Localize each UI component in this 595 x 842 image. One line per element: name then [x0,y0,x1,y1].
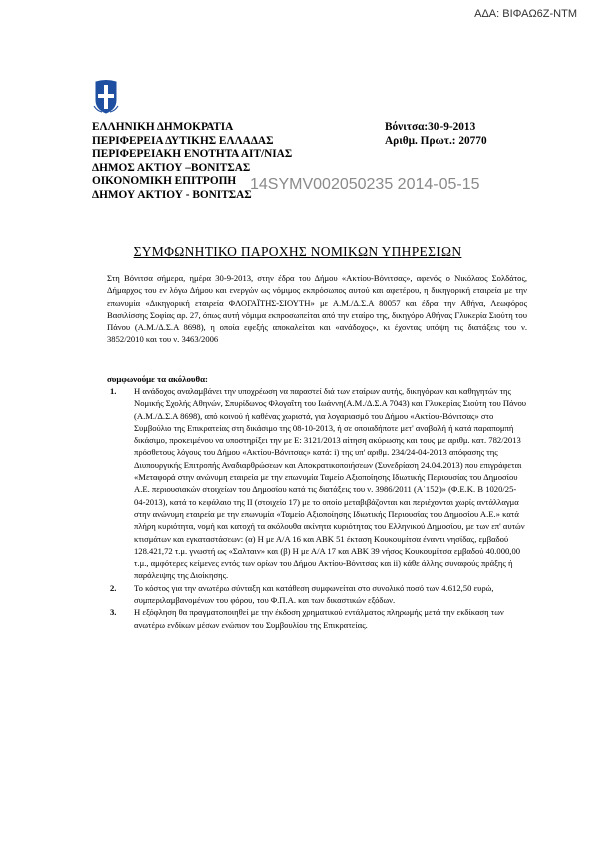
item-number: 3. [110,607,117,618]
list-item [107,582,527,607]
header-line: ΠΕΡΙΦΕΡΕΙΑ ΔΥΤΙΚΗΣ ΕΛΛΑΔΑΣ [92,134,274,147]
registry-stamp: 14SYMV002050235 2014-05-15 [250,176,480,193]
header-line: ΠΕΡΙΦΕΡΕΙΑΚΗ ΕΝΟΤΗΤΑ ΑΙΤ/ΝΙΑΣ [92,148,293,160]
list-item [107,385,527,582]
ada-code: ΑΔΑ: ΒΙΦΑΩ6Ζ-ΝΤΜ [474,8,577,20]
document-meta [385,121,487,148]
item-text: Η ανάδοχος αναλαμβάνει την υποχρέωση να παραστεί διά των εταίρων αυτής, δικηγόρων και καθηγητών της Νομικής Σχολής Αθηνών, Σπυρίδωνος Φλογαΐτη του Ιωάννη(Α.Μ./Δ.Σ.Α 7043) και Γλυκερίας Σιούτη του Πάνου (Α.Μ./Δ.Σ.Α 8698), από κοινού ή καθένας χωριστά, για λογαριασμό του Δήμου «Ακτίου-Βόνιτσας» στο Συμβούλιο της Επικρατείας στη δικάσιμο της 08-10-2013, ή σε οποιαδήποτε μετ' αναβολή ή κατά παραπομπή δικάσιμο, προκειμένου να υποστηρίξει την με Ε: 3121/2013 αίτηση ακύρωσης και τους με αριθμ. κατ. 782/2013 πρόσθετους λόγους του Δήμου «Ακτίου-Βόνιτσας» κατά: i) της υπ' αριθμ. 234/24-04-2013 απόφασης της Διυπουργικής Επιτροπής Αναδιαρθρώσεων και Αποκρατικοποιήσεων (Συνεδρίαση 24.04.2013) που επιγράφεται «Μεταφορά στην ανώνυμη εταιρεία με την επωνυμία Ταμείο Αξιοποίησης Ιδιωτικής Περιουσίας του Δημοσίου Α.Ε. περιουσιακών στοιχείων του Δημοσίου κατά τις διατάξεις του ν. 3986/2011 (Α΄152)» (Φ.Ε.Κ. Β 1020/25-04-2013), κατά το κεφάλαιο της ΙΙ (στοιχείο 17) με το οποίο μεταβιβάζονται και περιέχονται χωρίς αντάλλαγμα στην ανώνυμη εταιρεία με την επωνυμία «Ταμείο Αξιοποίησης Ιδιωτικής Περιουσίας του Δημοσίου Α.Ε.» κατά πλήρη κυριότητα, νομή και κατοχή τα ακόλουθα ακίνητα κυριότητας του Ελληνικού Δημοσίου, με των επ' αυτών κτισμάτων και εγκαταστάσεων: (α) Η με Α/Α 16 και ΑΒΚ 51 έκταση Κουκουμίτσα έναντι νησίδας, εμβαδού 128.421,72 τ.μ. γνωστή ως «Σαλταιν» και (β) Η με Α/Α 17 και ΑΒΚ 39 νήσος Κουκουμίτσα εμβαδού 40.000,00 τ.μ., αμφότερες κείμενες εντός των ορίων του Δήμου Ακτίου-Βόνιτσας και ii) κάθε άλλης συναφούς πράξης ή παράλειψης της Διοίκησης. [134,386,527,581]
intro-text: Στη Βόνιτσα σήμερα, ημέρα 30-9-2013, στην έδρα του Δήμου «Ακτίου-Βόνιτσας», αφενός ο Νικόλαος Σολδάτος, Δήμαρχος του εν λόγω Δήμου και ενεργών ως νόμιμος εκπρόσωπος αυτού και αφετέρου, η δικηγορική εταιρεία με την επωνυμία «Δικηγορική εταιρεία ΦΛΟΓΑΪΤΗΣ-ΣΙΟΥΤΗ» με Α.Μ./Δ.Σ.Α 80057 και έδρα την Αθήνα, Λεωφόρος Βασιλίσσης Σοφίας αρ. 27, όπως αυτή νόμιμα εκπροσωπείται από την εταίρο της, δικηγόρο Αθήνας Γλυκερία Σιούτη του Πάνου (Α.Μ./Δ.Σ.Α 8698), η οποία εφεξής αποκαλείται και «ανάδοχος», κι έχοντας υπόψη τις διατάξεις του ν. 3852/2010 και του ν. 3463/2006 [107,273,527,345]
terms-list [107,385,527,631]
list-item [107,606,527,631]
item-number: 2. [110,582,117,593]
document-title: ΣΥΜΦΩΝΗΤΙΚΟ ΠΑΡΟΧΗΣ ΝΟΜΙΚΩΝ ΥΠΗΡΕΣΙΩΝ [133,244,462,259]
item-number: 1. [110,386,117,396]
header-line: ΟΙΚΟΝΟΜΙΚΗ ΕΠΙΤΡΟΠΗ [92,175,237,187]
header-line: ΔΗΜΟΣ ΑΚΤΙΟΥ –ΒΟΝΙΤΣΑΣ [92,161,251,174]
protocol-number: Αριθμ. Πρωτ.: 20770 [385,134,487,147]
intro-paragraph [107,272,527,346]
agreement-heading: συμφωνούμε τα ακόλουθα: [107,374,208,384]
document-date: Βόνιτσα:30-9-2013 [385,121,476,133]
item-text: Η εξόφληση θα πραγματοποιηθεί με την έκδοση χρηματικού εντάλματος πληρωμής μετά την εκδίκαση των ανωτέρω ενδίκων μέσων ενώπιον του Συμβουλίου της Επικρατείας. [134,607,504,630]
header-line: ΔΗΜΟΥ ΑΚΤΙΟΥ - ΒΟΝΙΤΣΑΣ [92,188,252,201]
greek-emblem-icon [93,80,119,114]
header-line: ΕΛΛΗΝΙΚΗ ΔΗΜΟΚΡΑΤΙΑ [92,121,234,133]
item-text: Το κόστος για την ανωτέρω σύνταξη και κατάθεση συμφωνείται στο συνολικό ποσό των 4.612,50 ευρώ, συμπεριλαμβανομένων του φόρου, του Φ.Π.Α. και των δικαστικών εξόδων. [134,582,494,606]
